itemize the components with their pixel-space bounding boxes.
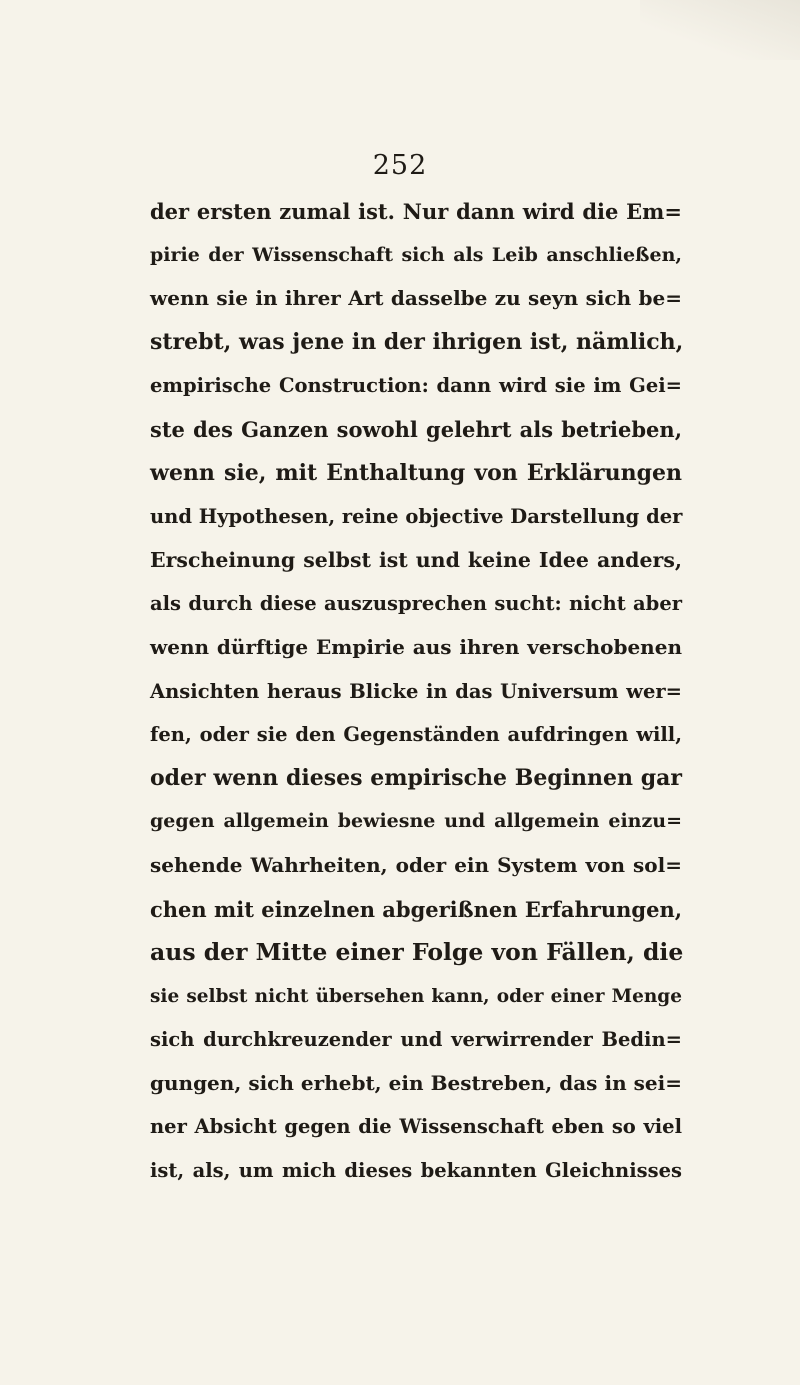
body-text bbox=[150, 190, 682, 1193]
text-line: oder wenn dieses empirische Beginnen gar bbox=[150, 764, 682, 791]
text-line: empirische Construction: dann wird sie im Gei= bbox=[150, 374, 682, 398]
text-line: Erscheinung selbst ist und keine Idee anders, bbox=[150, 547, 682, 572]
text-line: ste des Ganzen sowohl gelehrt als betrieben, bbox=[150, 416, 682, 442]
text-line: gungen, sich erhebt, ein Bestreben, das in sei= bbox=[150, 1070, 682, 1095]
text-line: wenn sie in ihrer Art dasselbe zu seyn sich be= bbox=[150, 286, 682, 311]
text-line: pirie der Wissenschaft sich als Leib anschließen, bbox=[150, 243, 682, 266]
text-line: sie selbst nicht übersehen kann, oder einer Menge bbox=[150, 985, 682, 1007]
text-line: gegen allgemein bewiesne und allgemein einzu= bbox=[150, 810, 682, 833]
text-line: wenn sie, mit Enthaltung von Erklärungen bbox=[150, 459, 682, 486]
text-line: und Hypothesen, reine objective Darstellung der bbox=[150, 505, 683, 529]
text-line: sehende Wahrheiten, oder ein System von sol= bbox=[150, 852, 682, 877]
scan-shadow bbox=[640, 0, 800, 60]
text-line: ner Absicht gegen die Wissenschaft eben so viel bbox=[150, 1115, 682, 1139]
text-line: sich durchkreuzender und verwirrender Bedin= bbox=[150, 1028, 682, 1052]
text-line: ist, als, um mich dieses bekannten Gleichnisses bbox=[150, 1159, 682, 1183]
text-line: strebt, was jene in der ihrigen ist, nämlich, bbox=[150, 328, 684, 355]
text-line: wenn dürftige Empirie aus ihren verschobenen bbox=[150, 634, 682, 659]
text-line: chen mit einzelnen abgerißnen Erfahrungen, bbox=[150, 896, 683, 922]
text-line: als durch diese auszusprechen sucht: nicht aber bbox=[150, 592, 682, 616]
page-number: 252 bbox=[372, 150, 428, 181]
text-line: Ansichten heraus Blicke in das Universum wer= bbox=[150, 679, 682, 703]
text-line: fen, oder sie den Gegenständen aufdringen will, bbox=[150, 723, 682, 747]
text-line: aus der Mitte einer Folge von Fällen, die bbox=[150, 938, 684, 967]
text-line: der ersten zumal ist. Nur dann wird die Em= bbox=[150, 199, 682, 224]
